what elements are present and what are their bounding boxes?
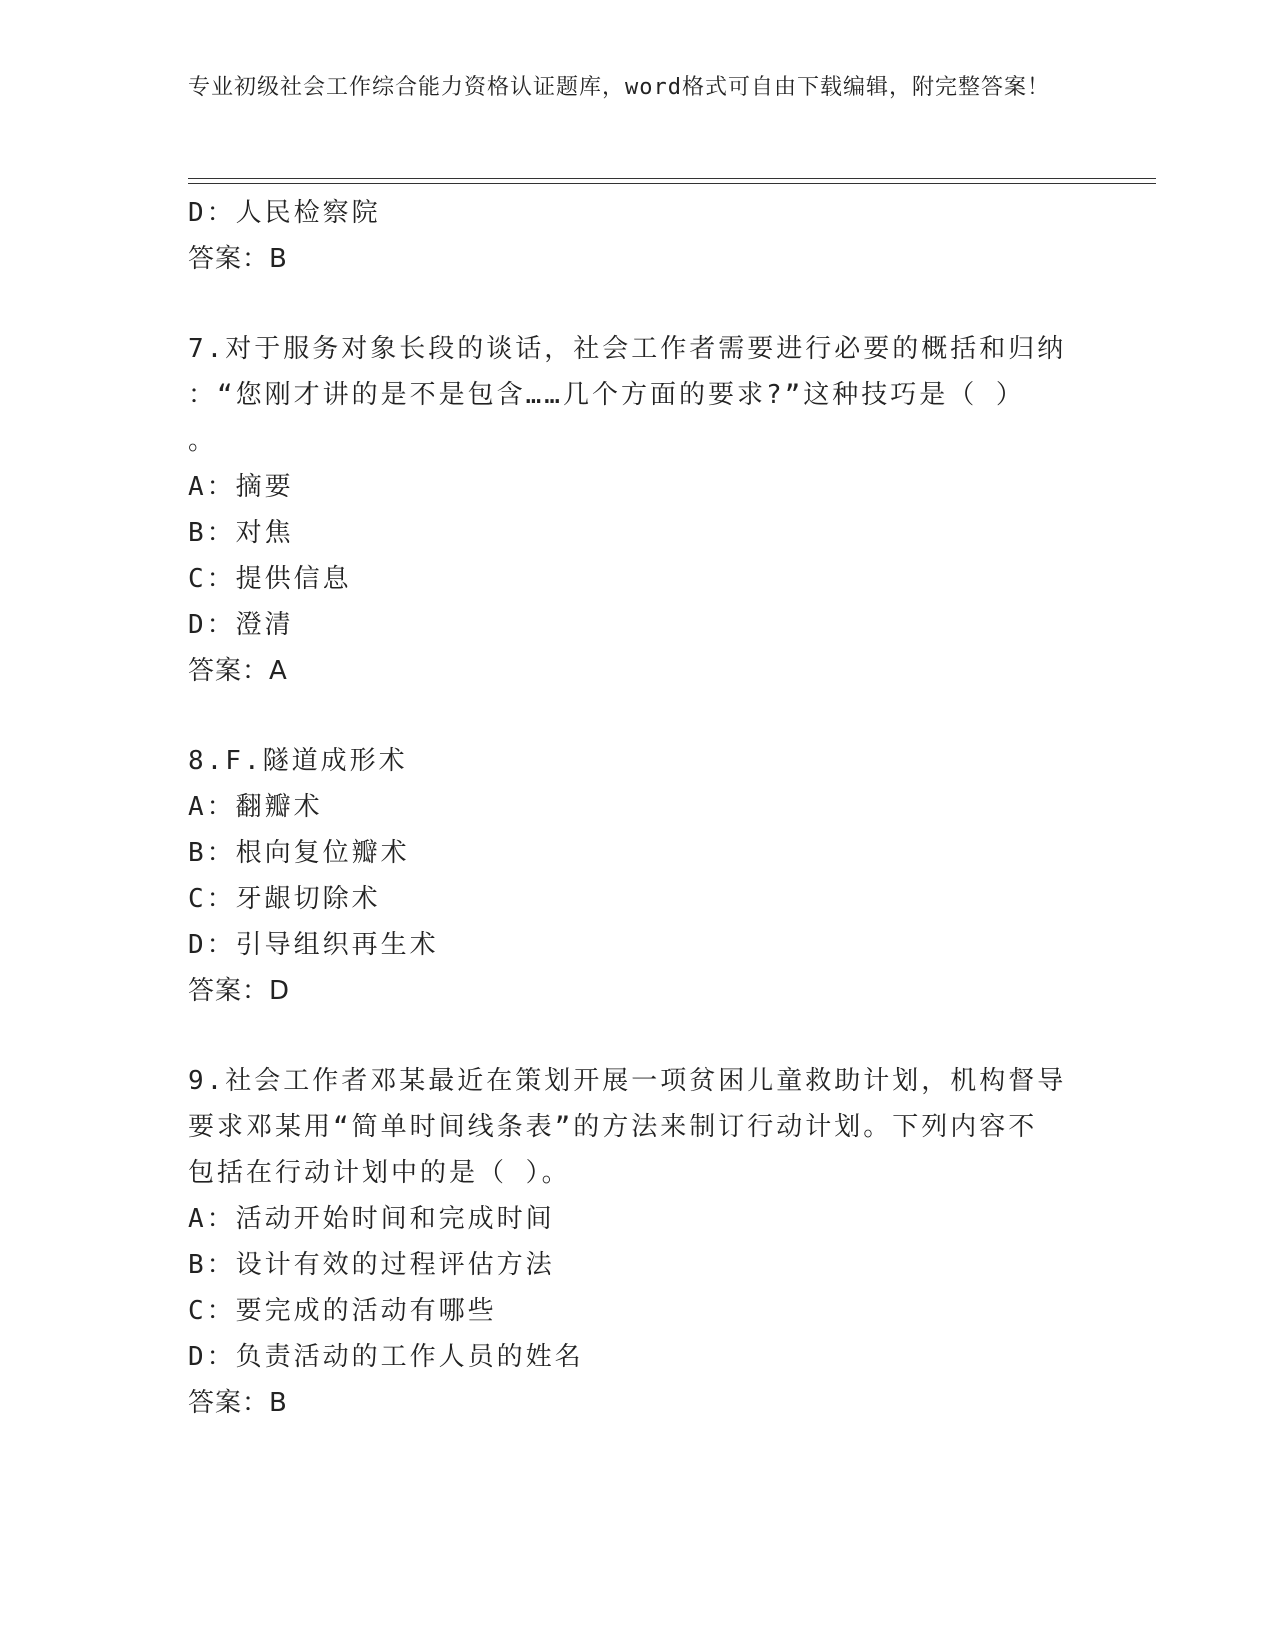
option-a: A：翻瓣术 (188, 792, 323, 822)
question-text-line: 。 (188, 426, 218, 456)
option-d: D：负责活动的工作人员的姓名 (188, 1342, 584, 1372)
question-9 (188, 1058, 1088, 1426)
question-text-line: 9.社会工作者邓某最近在策划开展一项贫困儿童救助计划，机构督导 (188, 1066, 1067, 1096)
prev-question-block (188, 190, 1088, 282)
answer-line: 答案：D (188, 976, 291, 1006)
question-text-line: 7.对于服务对象长段的谈话，社会工作者需要进行必要的概括和归纳 (188, 334, 1067, 364)
option-b: B：根向复位瓣术 (188, 838, 410, 868)
option-b: B：设计有效的过程评估方法 (188, 1250, 555, 1280)
option-c: C：牙龈切除术 (188, 884, 381, 914)
question-7 (188, 326, 1088, 694)
answer-line: 答案：B (188, 244, 288, 274)
header-divider-top (188, 178, 1156, 179)
header-text: 专业初级社会工作综合能力资格认证题库，word格式可自由下载编辑，附完整答案！ (188, 75, 1050, 100)
header-divider-bottom (188, 183, 1156, 184)
question-8 (188, 738, 1088, 1014)
answer-line: 答案：B (188, 1388, 288, 1418)
page-header (188, 72, 1068, 104)
spacer (188, 694, 1088, 738)
question-text-line: 包括在行动计划中的是（ ）。 (188, 1158, 571, 1188)
question-text-line: ：“您刚才讲的是不是包含……几个方面的要求?”这种技巧是（ ） (188, 380, 1025, 410)
option-a: A：摘要 (188, 472, 294, 502)
question-text-line: 要求邓某用“简单时间线条表”的方法来制订行动计划。下列内容不 (188, 1112, 1038, 1142)
option-d: D：引导组织再生术 (188, 930, 439, 960)
spacer (188, 282, 1088, 326)
option-c: C：提供信息 (188, 564, 352, 594)
option-d: D：人民检察院 (188, 198, 381, 228)
question-content (188, 190, 1088, 1426)
option-a: A：活动开始时间和完成时间 (188, 1204, 555, 1234)
option-b: B：对焦 (188, 518, 294, 548)
option-c: C：要完成的活动有哪些 (188, 1296, 497, 1326)
answer-line: 答案：A (188, 656, 288, 686)
question-text-line: 8.F.隧道成形术 (188, 746, 408, 776)
option-d: D：澄清 (188, 610, 294, 640)
spacer (188, 1014, 1088, 1058)
